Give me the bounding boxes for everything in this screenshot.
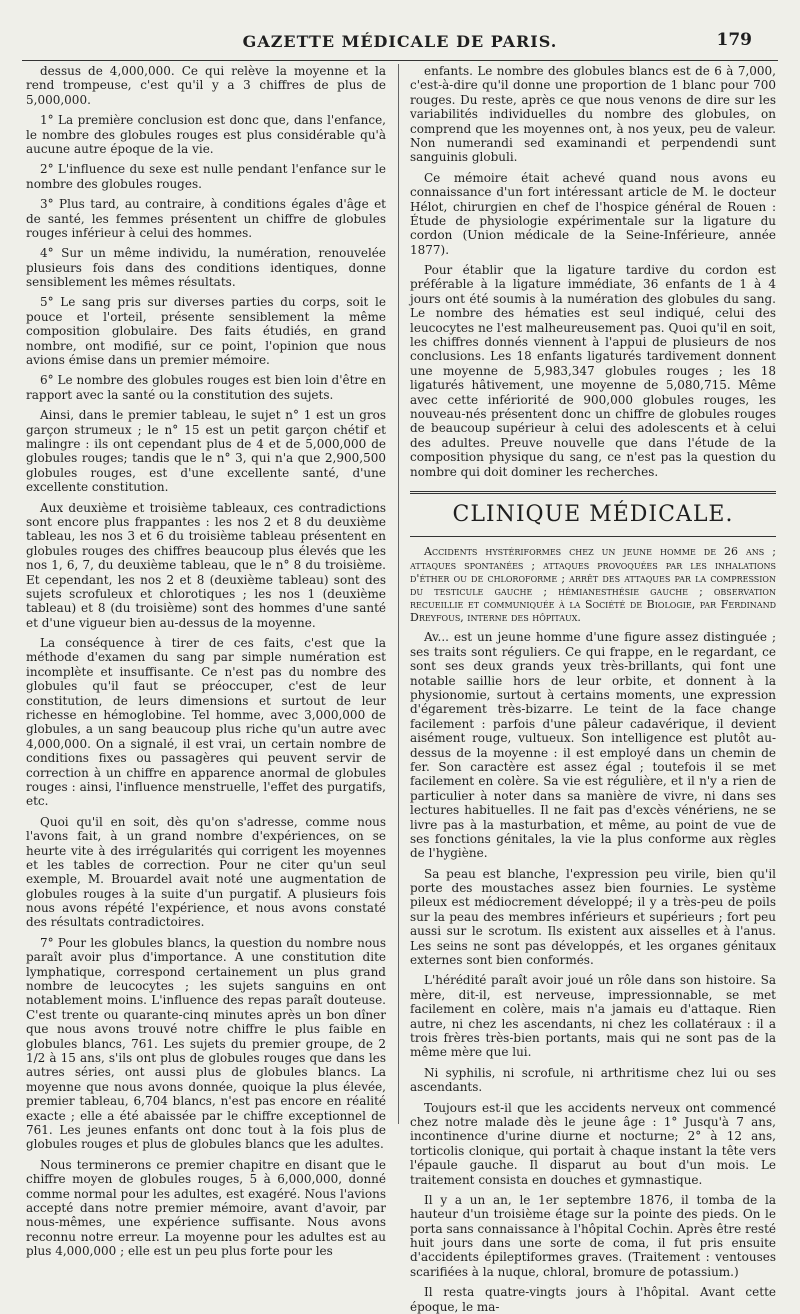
paragraph: 2° L'influence du sexe est nulle pendant l'enfance sur le nombre des globules rouges. (26, 162, 386, 191)
page-header (0, 24, 800, 64)
paragraph: Ainsi, dans le premier tableau, le sujet n° 1 est un gros garçon strumeux ; le n° 15 est un petit garçon chétif et malingre : ils ont cependant plus de 4 et de 5,000,000 de globules rouges; tandis que le n° 3, qui n'a que 2,900,500 globules rouges, est d'une excellente santé, d'une excellente constitution. (26, 408, 386, 495)
paragraph: 4° Sur un même individu, la numération, renouvelée plusieurs fois dans des conditions identiques, donne sensiblement les mêmes résultats. (26, 246, 386, 290)
paragraph: dessus de 4,000,000. Ce qui relève la moyenne et la rend trompeuse, c'est qu'il y a 3 chiffres de plus de 5,000,000. (26, 64, 386, 107)
left-column (26, 64, 386, 1259)
page-number: 179 (716, 30, 752, 50)
paragraph: Ni syphilis, ni scrofule, ni arthritisme chez lui ou ses ascendants. (410, 1065, 776, 1095)
paragraph: Av... est un jeune homme d'une figure assez distinguée ; ses traits sont réguliers. Ce qui frappe, en le regardant, ce sont ses deux grands yeux très-brillants, qui font une notable saillie hors de leur orbite, et donnent à la physionomie, surtout à certains moments, une expression d'égarement très-bizarre. Le teint de la face change facilement : parfois d'une pâleur cadavérique, il devient aisément rouge, vultueux. Son intelligence est plutôt au-dessus de la moyenne : il est employé dans un chemin de fer. Son caractère est assez égal ; toutefois il se met facilement en colère. Sa vie est régulière, et il n'y a rien de particulier à noter dans sa manière de vivre, ni dans ses lectures habituelles. Il ne fait pas d'excès vénériens, ne se livre pas à la masturbation, et même, au point de vue de ses fonctions génitales, la vie la plus conforme aux règles de l'hygiène. (410, 630, 776, 861)
paragraph: Quoi qu'il en soit, dès qu'on s'adresse, comme nous l'avons fait, à un grand nombre d'expériences, on se heurte vite à des irrégularités qui corrigent les moyennes et les tables de correction. Pour ne citer qu'un seul exemple, M. Brouardel avait noté une augmentation de globules rouges à la suite d'un purgatif. A plusieurs fois nous avons répété l'expérience, et nous avons constaté des résultats contradictoires. (26, 814, 386, 930)
column-divider (398, 64, 399, 1124)
running-title: GAZETTE MÉDICALE DE PARIS. (242, 32, 558, 51)
paragraph: Il y a un an, le 1er septembre 1876, il tomba de la hauteur d'un troisième étage sur la pointe des pieds. On le porta sans connaissance à l'hôpital Cochin. Après être resté huit jours dans une sorte de coma, il fut pris ensuite d'accidents épileptiformes graves. (Traitement : ventouses scarifiées à la nuque, chloral, bromure de potassium.) (410, 1192, 776, 1279)
paragraph: 6° Le nombre des globules rouges est bien loin d'être en rapport avec la santé ou la constitution des sujets. (26, 373, 386, 402)
paragraph: Aux deuxième et troisième tableaux, ces contradictions sont encore plus frappantes : les nos 2 et 8 du deuxième tableau, les nos 3 et 6 du troisième tableau présentent en globules rouges des chiffres beaucoup plus élevés que les nos 1, 6, 7, du deuxième tableau, que le n° 8 du troisième. Et cependant, les nos 2 et 8 (deuxième tableau) sont des sujets scrofuleux et chlorotiques ; les nos 1 (deuxième tableau) et 8 (du troisième) sont des hommes d'une santé et d'une vigueur bien au-dessus de la moyenne. (26, 500, 386, 630)
right-column (410, 64, 776, 1314)
paragraph: 3° Plus tard, au contraire, à conditions égales d'âge et de santé, les femmes présentent un chiffre de globules rouges inférieur à celui des hommes. (26, 197, 386, 240)
section-title: CLINIQUE MÉDICALE. (452, 501, 734, 527)
header-rule (22, 60, 778, 61)
paragraph: Il resta quatre-vingts jours à l'hôpital. Avant cette époque, le ma- (410, 1285, 776, 1314)
paragraph: Nous terminerons ce premier chapitre en disant que le chiffre moyen de globules rouges, 5 à 6,000,000, donné comme normal pour les adultes, est exagéré. Nous l'avions accepté dans notre premier mémoire, avant d'avoir, par nous-mêmes, une expérience suffisante. Nous avons reconnu notre erreur. La moyenne pour les adultes est au plus 4,000,000 ; elle est un peu plus forte pour les (26, 1157, 386, 1259)
paragraph: enfants. Le nombre des globules blancs est de 6 à 7,000, c'est-à-dire qu'il donne une proportion de 1 blanc pour 700 rouges. Du reste, après ce que nous venons de dire sur les variabilités individuelles du nombre des globules, on comprend que les moyennes ont, à nos yeux, peu de valeur. Non numerandi sed examinandi et perpendendi sunt sanguinis globuli. (410, 64, 776, 165)
section-rule (410, 491, 776, 494)
paragraph: La conséquence à tirer de ces faits, c'est que la méthode d'examen du sang par simple numération est incomplète et insuffisante. Ce n'est pas du nombre des globules qu'il faut se préoccuper, c'est de leur constitution, de leurs dimensions et surtout de leur richesse en hémoglobine. Tel homme, avec 3,000,000 de globules, a un sang beaucoup plus riche qu'un autre avec 4,000,000. On a signalé, il est vrai, un certain nombre de conditions fixes ou passagères qui peuvent servir de correction à un chiffre en apparence anormal de globules rouges : ainsi, l'influence menstruelle, l'effet des purgatifs, etc. (26, 636, 386, 809)
paragraph: 5° Le sang pris sur diverses parties du corps, soit le pouce et l'orteil, présente sensiblement la même composition globulaire. Des faits étudiés, en grand nombre, ont modifié, sur ce point, l'opinion que nous avions émise dans un premier mémoire. (26, 295, 386, 368)
paragraph: Ce mémoire était achevé quand nous avons eu connaissance d'un fort intéressant article de M. le docteur Hélot, chirurgien en chef de l'hospice général de Rouen : Étude de physiologie expérimentale sur la ligature du cordon (Union médicale de la Seine-Inférieure, année 1877). (410, 170, 776, 257)
paragraph: Sa peau est blanche, l'expression peu virile, bien qu'il porte des moustaches assez bien fournies. Le système pileux est médiocrement développé; il y a très-peu de poils sur la peau des membres inférieurs et supérieurs ; fort peu aussi sur le scrotum. Ils existent aux aisselles et à l'anus. Les seins ne sont pas développés, et les organes génitaux externes sont bien conformés. (410, 866, 776, 968)
paragraph: Pour établir que la ligature tardive du cordon est préférable à la ligature immédiate, 36 enfants de 1 à 4 jours ont été soumis à la numération des globules du sang. Le nombre des hématies est seul indiqué, celui des leucocytes ne l'est malheureusement pas. Quoi qu'il en soit, les chiffres donnés viennent à l'appui de plusieurs de nos conclusions. Les 18 enfants ligaturés tardivement donnent une moyenne de 5,983,347 globules rouges ; les 18 ligaturés hâtivement, une moyenne de 5,080,715. Même avec cette infériorité de 900,000 globules rouges, les nouveau-nés présentent donc un chiffre de globules rouges de beaucoup supérieur à celui des adolescents et à celui des adultes. Preuve nouvelle que dans l'étude de la composition physique du sang, ce n'est pas la question du nombre qui doit dominer les recherches. (410, 263, 776, 479)
paragraph: 1° La première conclusion est donc que, dans l'enfance, le nombre des globules rouges est plus considérable qu'à aucune autre époque de la vie. (26, 113, 386, 156)
paragraph: Toujours est-il que les accidents nerveux ont commencé chez notre malade dès le jeune âge : 1° Jusqu'à 7 ans, incontinence d'urine diurne et nocturne; 2° à 12 ans, torticolis clonique, qui portait à chaque instant la tête vers l'épaule gauche. Il disparut au bout d'un mois. Le traitement consista en douches et gymnastique. (410, 1100, 776, 1187)
paragraph: 7° Pour les globules blancs, la question du nombre nous paraît avoir plus d'importance. A une constitution dite lymphatique, correspond certainement un plus grand nombre de leucocytes ; les sujets sanguins en ont notablement moins. L'influence des repas paraît douteuse. C'est trente ou quarante-cinq minutes après un bon dîner que nous avons trouvé notre chiffre le plus faible en globules blancs, 761. Les sujets du premier groupe, de 2 1/2 à 15 ans, s'ils ont plus de globules rouges que dans les autres séries, ont aussi plus de globules blancs. La moyenne que nous avons donnée, quoique la plus élevée, premier tableau, 6,704 blancs, n'est pas encore en réalité exacte ; elle a été abaissée par le chiffre exceptionnel de 761. Les jeunes enfants ont donc tout à la fois plus de globules rouges et plus de globules blancs que les adultes. (26, 935, 386, 1152)
title-rule (410, 536, 776, 537)
paragraph: L'hérédité paraît avoir joué un rôle dans son histoire. Sa mère, dit-il, est nerveuse, impressionnable, se met facilement en colère, mais n'a jamais eu d'attaque. Rien autre, ni chez les ascendants, ni chez les collatéraux : il a trois frères très-bien portants, mais qui ne sont pas de la même mère que lui. (410, 973, 776, 1060)
section-subtitle: Accidents hystériformes chez un jeune homme de 26 ans ; attaques spontanées ; attaques provoquées par les inhalations d'éther ou de chloroforme ; arrêt des attaques par la compression du testicule gauche ; hémianesthésie gauche ; observation recueillie et communiquée à la Société de Biologie, par Ferdinand Dreyfous, interne des hôpitaux. (410, 545, 776, 625)
